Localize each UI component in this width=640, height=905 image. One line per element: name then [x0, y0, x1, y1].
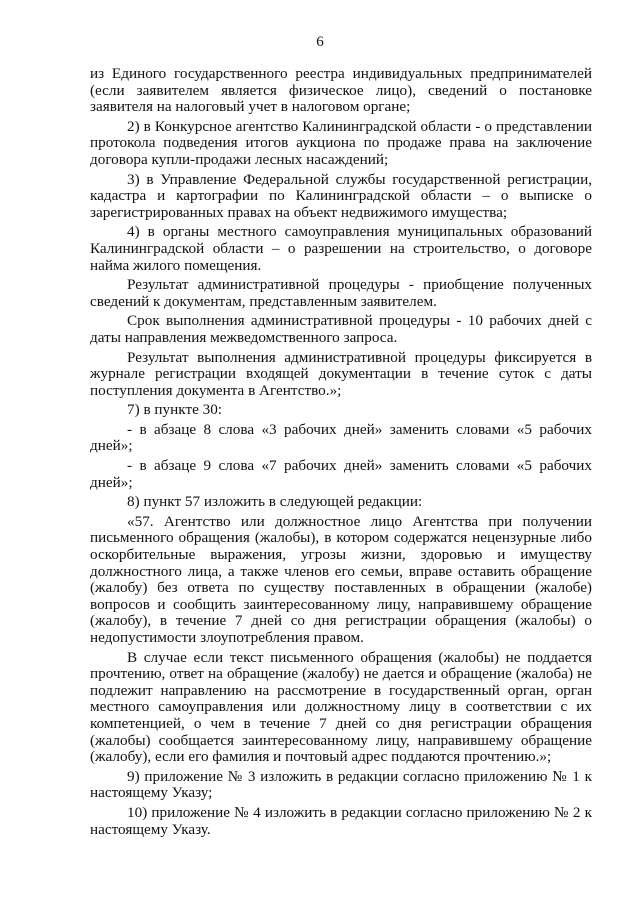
paragraph-registration: Результат выполнения административной процедуры фиксируется в журнале регистрации входящей документации в течение суток с даты поступления документа в Агентство.»;	[90, 348, 592, 399]
page-number: 6	[316, 34, 324, 50]
paragraph-continuation: из Единого государственного реестра индивидуальных предпринимателей (если заявителем является физическое лицо), сведений о постановке заявителя на налоговый учет в налоговом органе;	[90, 65, 592, 116]
paragraph-result: Результат административной процедуры - приобщение полученных сведений к документам, представленным заявителем.	[90, 276, 592, 310]
paragraph-item-10: 10) приложение № 4 изложить в редакции согласно приложению № 2 к настоящему Указу.	[90, 803, 592, 838]
paragraph-item-7-sub-2: - в абзаце 9 слова «7 рабочих дней» заменить словами «5 рабочих дней»;	[90, 457, 592, 491]
paragraph-item-7: 7) в пункте 30:	[127, 401, 223, 419]
paragraph-clause-57-cont: В случае если текст письменного обращения (жалобы) не поддается прочтению, ответ на обращение (жалобу) не дается и обращение (жалоба) не подлежит направлению на рассмотрение в государственный орган, орган местного самоуправления или должностному лицу в соответствии с их компетенцией, о чем в течение 7 дней со дня регистрации обращения (жалобы) сообщается заинтересованному лицу, направившему обращение (жалобу), если его фамилия и почтовый адрес поддаются прочтению.»;	[90, 648, 592, 766]
paragraph-clause-57: «57. Агентство или должностное лицо Агентства при получении письменного обращения (жалобы), в котором содержатся нецензурные либо оскорбительные выражения, угрозы жизни, здоровью и имуществу должностного лица, а также членов его семьи, вправе оставить обращение (жалобу) без ответа по существу поставленных в обращении (жалобе) вопросов и сообщить заинтересованному лицу, направившему обращение (жалобу), в течение 7 дней со дня регистрации обращения (жалобы) о недопустимости злоупотребления правом.	[90, 512, 592, 646]
document-body	[90, 66, 592, 841]
paragraph-deadline: Срок выполнения административной процедуры - 10 рабочих дней с даты направления межведомственного запроса.	[90, 312, 592, 346]
paragraph-item-9: 9) приложение № 3 изложить в редакции согласно приложению № 1 к настоящему Указу;	[90, 767, 592, 802]
paragraph-item-2: 2) в Конкурсное агентство Калининградской области - о представлении протокола подведения итогов аукциона по продаже права на заключение договора купли-продажи лесных насаждений;	[90, 117, 592, 168]
paragraph-item-4: 4) в органы местного самоуправления муниципальных образований Калининградской области – о разрешении на строительство, о договоре найма жилого помещения.	[90, 223, 592, 274]
paragraph-item-8: 8) пункт 57 изложить в следующей редакции:	[127, 493, 423, 511]
paragraph-item-7-sub-1: - в абзаце 8 слова «3 рабочих дней» заменить словами «5 рабочих дней»;	[90, 420, 592, 455]
paragraph-item-3: 3) в Управление Федеральной службы государственной регистрации, кадастра и картографии по Калининградской области – о выписке о зарегистрированных правах на объект недвижимого имущества;	[90, 170, 592, 221]
